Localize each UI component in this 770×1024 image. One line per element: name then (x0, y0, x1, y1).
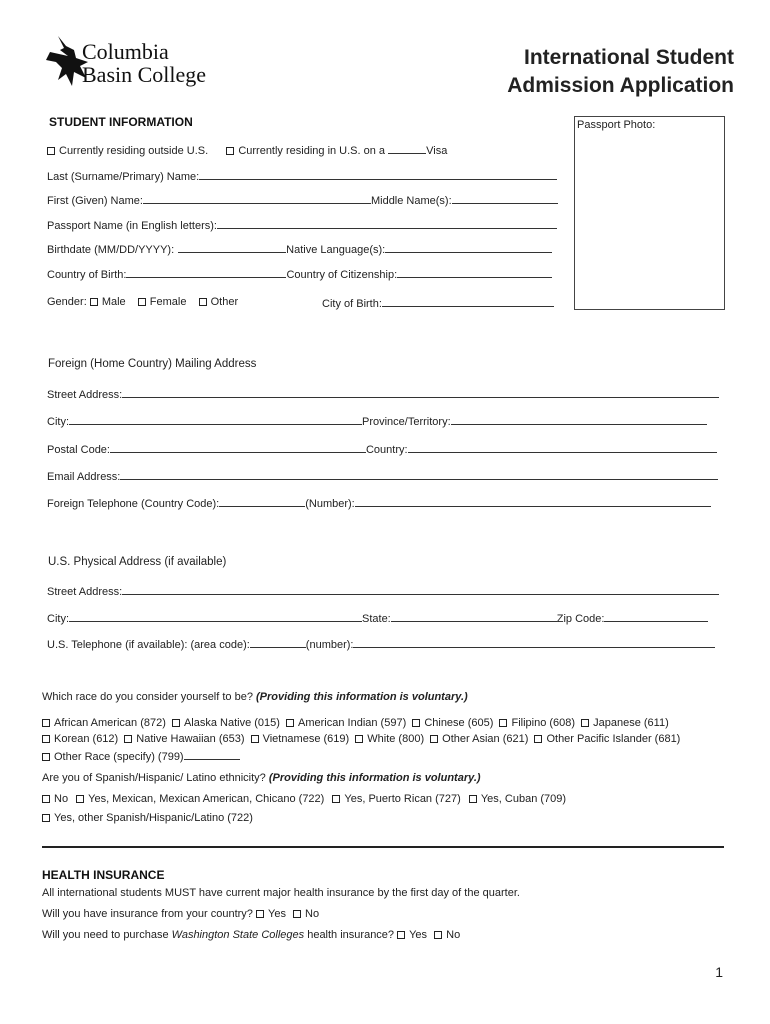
foreign-country-field[interactable] (408, 441, 717, 453)
race-filipino-checkbox[interactable] (499, 719, 507, 727)
insurance-q1-no-checkbox[interactable] (293, 910, 301, 918)
first-name-label: First (Given) Name: (47, 195, 143, 207)
foreign-postal-row (47, 441, 717, 455)
race-option-label: African American (872) (54, 717, 166, 729)
inside-us-checkbox[interactable] (226, 147, 234, 155)
last-name-label: Last (Surname/Primary) Name: (47, 171, 200, 183)
race-alaska-native-checkbox[interactable] (172, 719, 180, 727)
us-street-field[interactable] (122, 583, 719, 595)
ethnicity-puerto-rican-checkbox[interactable] (332, 795, 340, 803)
us-city-row (47, 610, 708, 624)
race-option-label: Other Asian (621) (442, 733, 529, 745)
province-field[interactable] (451, 413, 707, 425)
email-label: Email Address: (47, 471, 121, 483)
race-voluntary-note: (Providing this information is voluntary.) (256, 691, 468, 703)
ethnicity-option-label: Yes, Cuban (709) (480, 793, 567, 805)
race-option-label: Other Pacific Islander (681) (546, 733, 681, 745)
race-american-indian-checkbox[interactable] (286, 719, 294, 727)
passport-name-label: Passport Name (in English letters): (47, 220, 217, 232)
zip-label: Zip Code: (556, 613, 605, 625)
race-option-label: Other Race (specify) (799) (54, 751, 184, 763)
race-option-label: American Indian (597) (298, 717, 407, 729)
us-street-row (47, 583, 719, 597)
race-option-label: Chinese (605) (424, 717, 494, 729)
foreign-city-field[interactable] (69, 413, 362, 425)
residency-row (47, 142, 447, 156)
city-birth-row (322, 295, 554, 309)
no-label: No (305, 908, 320, 920)
ethnicity-no-checkbox[interactable] (42, 795, 50, 803)
us-phone-row (47, 636, 715, 650)
title-line2: Admission Application (507, 74, 734, 97)
race-other-checkbox[interactable] (42, 753, 50, 761)
male-label: Male (101, 296, 126, 308)
last-name-field[interactable] (199, 168, 557, 180)
foreign-street-row (47, 386, 719, 400)
us-area-code-label: U.S. Telephone (if available): (area code): (47, 639, 250, 651)
ethnicity-options-row1 (42, 792, 566, 806)
race-option-label: Filipino (608) (511, 717, 576, 729)
race-option-label: Native Hawaiian (653) (136, 733, 245, 745)
race-option-label: Korean (612) (54, 733, 119, 745)
yes-label: Yes (409, 929, 428, 941)
passport-name-row (47, 217, 557, 231)
email-row (47, 468, 718, 482)
race-other-pacific-islander-checkbox[interactable] (534, 735, 542, 743)
male-checkbox[interactable] (90, 298, 98, 306)
race-option-label: Alaska Native (015) (183, 717, 280, 729)
other-gender-label: Other (210, 296, 239, 308)
insurance-q1-row (42, 907, 319, 921)
foreign-city-row (47, 413, 707, 427)
inside-us-label: Currently residing in U.S. on a (238, 145, 386, 157)
race-native-hawaiian-checkbox[interactable] (124, 735, 132, 743)
foreign-country-code-field[interactable] (219, 495, 305, 507)
foreign-address-heading: Foreign (Home Country) Mailing Address (48, 358, 257, 370)
ethnicity-voluntary-note: (Providing this information is voluntary.) (268, 772, 481, 784)
college-logo (44, 34, 244, 94)
race-japanese-checkbox[interactable] (581, 719, 589, 727)
middle-name-label: Middle Name(s): (370, 195, 452, 207)
ethnicity-option-label: Yes, Mexican, Mexican American, Chicano (722) (88, 793, 325, 805)
state-label: State: (362, 613, 391, 625)
race-white-checkbox[interactable] (355, 735, 363, 743)
title-line1: International Student (524, 46, 734, 69)
state-field[interactable] (391, 610, 557, 622)
outside-us-checkbox[interactable] (47, 147, 55, 155)
ethnicity-cuban-checkbox[interactable] (469, 795, 477, 803)
race-option-label: Vietnamese (619) (262, 733, 350, 745)
us-street-label: Street Address: (47, 586, 123, 598)
logo-line1: Columbia (82, 39, 169, 64)
health-notice: All international students MUST have current major health insurance by the first day of the quarter. (42, 887, 520, 899)
insurance-q1-text: Will you have insurance from your country? (42, 908, 253, 920)
foreign-country-label: Country: (365, 444, 408, 456)
foreign-street-field[interactable] (122, 386, 719, 398)
race-options-row2 (42, 732, 680, 746)
us-city-field[interactable] (69, 610, 362, 622)
ethnicity-question-text: Are you of Spanish/Hispanic/ Latino ethnicity? (42, 772, 266, 784)
foreign-street-label: Street Address: (47, 389, 123, 401)
us-address-heading: U.S. Physical Address (if available) (48, 556, 227, 568)
gender-row (47, 295, 238, 309)
city-birth-field[interactable] (382, 295, 554, 307)
country-citizenship-label: Country of Citizenship: (286, 269, 398, 281)
native-language-label: Native Language(s): (286, 244, 386, 256)
birthdate-field[interactable] (178, 241, 286, 253)
us-number-label: (number): (305, 639, 354, 651)
race-african-american-checkbox[interactable] (42, 719, 50, 727)
ethnicity-other-checkbox[interactable] (42, 814, 50, 822)
country-row (47, 266, 552, 280)
other-gender-checkbox[interactable] (199, 298, 207, 306)
email-field[interactable] (120, 468, 718, 480)
foreign-phone-row (47, 495, 711, 509)
foreign-number-field[interactable] (355, 495, 711, 507)
insurance-q2-text-pre: Will you need to purchase (42, 929, 169, 941)
student-info-heading: STUDENT INFORMATION (49, 115, 193, 129)
ethnicity-option-label: Yes, Puerto Rican (727) (344, 793, 461, 805)
section-divider (42, 846, 724, 848)
country-birth-field[interactable] (126, 266, 286, 278)
foreign-city-label: City: (47, 416, 69, 428)
visa-type-field[interactable] (388, 142, 426, 154)
race-options-row1 (42, 716, 669, 730)
passport-photo-box[interactable] (574, 116, 725, 310)
race-vietnamese-checkbox[interactable] (251, 735, 259, 743)
foreign-country-code-label: Foreign Telephone (Country Code): (47, 498, 220, 510)
logo-text (82, 40, 206, 86)
postal-code-label: Postal Code: (47, 444, 110, 456)
page-number: 1 (715, 964, 723, 980)
first-middle-row (47, 192, 558, 206)
city-birth-label: City of Birth: (322, 298, 382, 310)
female-checkbox[interactable] (138, 298, 146, 306)
race-korean-checkbox[interactable] (42, 735, 50, 743)
postal-code-field[interactable] (110, 441, 366, 453)
ethnicity-option-label: No (54, 793, 69, 805)
logo-line2: Basin College (82, 62, 207, 87)
insurance-q2-yes-checkbox[interactable] (397, 931, 405, 939)
native-language-field[interactable] (385, 241, 552, 253)
no-label: No (446, 929, 461, 941)
middle-name-field[interactable] (452, 192, 558, 204)
insurance-q2-row (42, 928, 460, 942)
us-area-code-field[interactable] (250, 636, 306, 648)
outside-us-label: Currently residing outside U.S. (59, 145, 209, 157)
ethnicity-question (42, 771, 481, 785)
ethnicity-options-row2 (42, 811, 253, 825)
us-number-field[interactable] (353, 636, 715, 648)
last-name-row (47, 168, 557, 182)
race-question (42, 690, 468, 704)
visa-label: Visa (426, 145, 448, 157)
first-name-field[interactable] (143, 192, 371, 204)
passport-photo-label: Passport Photo: (577, 119, 656, 131)
insurance-q2-no-checkbox[interactable] (434, 931, 442, 939)
race-option-label: Japanese (611) (593, 717, 669, 729)
race-chinese-checkbox[interactable] (412, 719, 420, 727)
health-insurance-heading: HEALTH INSURANCE (42, 868, 165, 882)
race-other-specify-field[interactable] (184, 748, 240, 760)
province-label: Province/Territory: (362, 416, 451, 428)
gender-label: Gender: (47, 296, 87, 308)
ethnicity-option-label: Yes, other Spanish/Hispanic/Latino (722) (54, 812, 253, 824)
race-options-row3 (42, 748, 240, 762)
insurance-q2-text-post: health insurance? (307, 929, 395, 941)
insurance-q1-yes-checkbox[interactable] (256, 910, 264, 918)
birthdate-label: Birthdate (MM/DD/YYYY): (47, 244, 175, 256)
country-citizenship-field[interactable] (397, 266, 552, 278)
insurance-q2-emphasis: Washington State Colleges (171, 929, 305, 941)
race-question-text: Which race do you consider yourself to be? (42, 691, 253, 703)
us-city-label: City: (47, 613, 69, 625)
yes-label: Yes (268, 908, 286, 920)
passport-name-field[interactable] (217, 217, 557, 229)
zip-field[interactable] (604, 610, 708, 622)
birthdate-row (47, 241, 552, 255)
race-option-label: White (800) (367, 733, 425, 745)
page-title (507, 44, 734, 100)
female-label: Female (149, 296, 187, 308)
ethnicity-mexican-checkbox[interactable] (76, 795, 84, 803)
country-birth-label: Country of Birth: (47, 269, 127, 281)
foreign-number-label: (Number): (305, 498, 355, 510)
race-other-asian-checkbox[interactable] (430, 735, 438, 743)
